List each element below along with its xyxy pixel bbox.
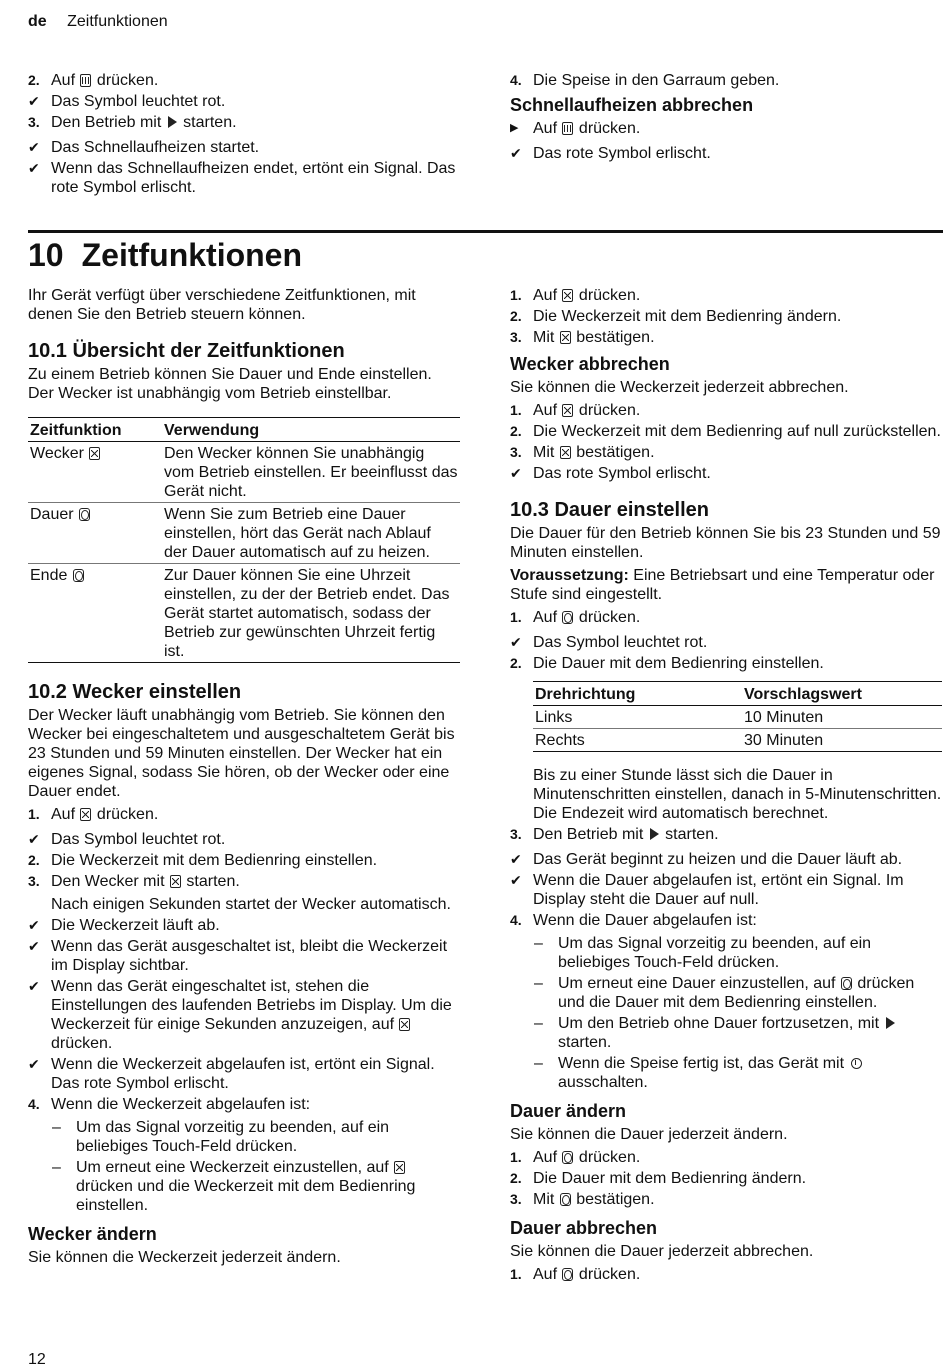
list-item: 4. Wenn die Dauer abgelaufen ist: (510, 912, 757, 929)
duration-icon (841, 977, 852, 990)
note: Nach einigen Sekunden startet der Wecker automatisch. (51, 896, 451, 913)
list-item: ▶ Auf drücken. (510, 120, 641, 137)
chapter-title: 10 Zeitfunktionen (28, 237, 303, 273)
list-item: 3. Mit bestätigen. (510, 329, 655, 346)
list-item: 3. Den Betrieb mit starten. (28, 114, 237, 131)
power-icon (851, 1058, 862, 1069)
duration-icon (560, 1193, 571, 1206)
section-heading-10-1: 10.1 Übersicht der Zeitfunktionen (28, 340, 345, 362)
list-item: ✔ Das Symbol leuchtet rot. (510, 634, 708, 651)
list-item: 1. Auf drücken. (510, 1266, 641, 1283)
prerequisite: Voraussetzung: Eine Betriebsart und eine Temperatur oder Stufe sind eingestellt. (510, 567, 935, 603)
list-item: 2. Die Weckerzeit mit dem Bedienring auf null zurückstellen. (510, 423, 941, 440)
start-icon (168, 116, 177, 128)
chapter-intro: Ihr Gerät verfügt über verschiedene Zeitfunktionen, mit denen Sie den Betrieb steuern können. (28, 287, 416, 323)
list-item: – Um das Signal vorzeitig zu beenden, auf ein beliebiges Touch-Feld drücken. (534, 935, 872, 971)
table-row: Wecker Den Wecker können Sie unabhängig vom Betrieb einstellen. Er beeinflusst das Gerät nicht. (28, 442, 460, 503)
list-item: ✔ Die Weckerzeit läuft ab. (28, 917, 220, 934)
list-item: ✔ Wenn das Gerät ausgeschaltet ist, bleibt die Weckerzeit im Display sichtbar. (28, 938, 448, 974)
list-item: ✔ Das rote Symbol erlischt. (510, 465, 711, 482)
list-item: ✔ Wenn die Dauer abgelaufen ist, ertönt ein Signal. Im Display steht die Dauer auf null. (510, 872, 904, 908)
list-item: 3. Mit bestätigen. (510, 444, 655, 461)
list-item: 3. Den Betrieb mit starten. (510, 826, 719, 843)
list-item: – Wenn die Speise fertig ist, das Gerät mit ausschalten. (510, 1054, 942, 1092)
start-icon (650, 828, 659, 840)
list-item: 1. Auf drücken. (510, 1149, 641, 1166)
hourglass-icon (562, 289, 573, 302)
list-item: – Um das Signal vorzeitig zu beenden, auf ein beliebiges Touch-Feld drücken. (52, 1119, 390, 1155)
list-item: ✔ Das Symbol leuchtet rot. (28, 93, 226, 110)
hourglass-icon (89, 447, 100, 460)
right-column (510, 286, 942, 1286)
fast-heat-icon (562, 122, 573, 135)
page-number: 12 (28, 1351, 46, 1368)
chapter-rule (28, 230, 943, 233)
table-row: Dauer Wenn Sie zum Betrieb eine Dauer einstellen, hört das Gerät nach Ablauf der Dauer automatisch auf zu heizen. (28, 503, 460, 564)
table-wrapper (510, 681, 942, 752)
note: Bis zu einer Stunde lässt sich die Dauer in Minutenschritten einstellen, danach in 5-Minutenschritten. Die Endezeit wird automatisch berechnet. (533, 767, 942, 822)
list-item: – Um erneut eine Weckerzeit einzustellen, auf drücken und die Weckerzeit mit dem Bedienring einstellen. (52, 1159, 416, 1214)
list-item: ✔ Das Gerät beginnt zu heizen und die Dauer läuft ab. (510, 851, 903, 868)
list-item: 1. Auf drücken. (510, 287, 641, 304)
top-left-steps (28, 71, 460, 199)
table-row: Links 10 Minuten (533, 706, 942, 729)
left-column (28, 286, 460, 1271)
list-item: 2. Die Weckerzeit mit dem Bedienring einstellen. (28, 852, 378, 869)
start-icon (886, 1017, 895, 1029)
section-heading-10-2: 10.2 Wecker einstellen (28, 681, 242, 703)
list-item: ✔ Das rote Symbol erlischt. (510, 145, 711, 162)
section-heading-10-3: 10.3 Dauer einstellen (510, 499, 709, 521)
duration-icon (562, 1151, 573, 1164)
list-item: 1. Auf drücken. (510, 609, 641, 626)
list-item: 4. Wenn die Weckerzeit abgelaufen ist: (28, 1096, 311, 1113)
list-item: 2. Die Dauer mit dem Bedienring einstellen. (510, 655, 824, 672)
table-row: Rechts 30 Minuten (533, 729, 942, 752)
paragraph: Sie können die Dauer jederzeit abbrechen. (510, 1243, 814, 1260)
duration-icon (562, 1268, 573, 1281)
hourglass-icon (170, 875, 181, 888)
list-item: 1. Auf drücken. (510, 402, 641, 419)
top-right-steps (510, 71, 942, 165)
hourglass-icon (80, 808, 91, 821)
list-item: ✔ Wenn die Weckerzeit abgelaufen ist, ertönt ein Signal. Das rote Symbol erlischt. (28, 1056, 435, 1092)
list-item: 2. Die Dauer mit dem Bedienring ändern. (510, 1170, 807, 1187)
hourglass-icon (394, 1161, 405, 1174)
rotation-table: Drehrichtung Vorschlagswert Links 10 Minuten Rechts 30 Minuten (533, 681, 942, 752)
duration-icon (562, 611, 573, 624)
list-item: ✔ Das Symbol leuchtet rot. (28, 831, 226, 848)
section-heading: Dauer abbrechen (510, 1218, 658, 1238)
section-heading: Wecker abbrechen (510, 354, 670, 374)
paragraph: Zu einem Betrieb können Sie Dauer und Ende einstellen. Der Wecker ist unabhängig vom Betrieb einstellbar. (28, 366, 432, 402)
hourglass-icon (399, 1018, 410, 1031)
list-item: ✔ Das Schnellaufheizen startet. (28, 139, 260, 156)
list-item: 1. Auf drücken. (28, 806, 159, 823)
time-functions-table: Zeitfunktion Verwendung Wecker Den Wecker können Sie unabhängig vom Betrieb einstellen. Er beeinflusst das Gerät nicht. Dauer Wenn Sie zum Betrieb eine Dauer einstellen, hört das Gerät nach Ablauf der Dauer automatisch auf zu heizen. Ende Zur Dauer können Sie eine Uhrzeit einstellen, zu der der Betrieb endet. Das Gerät startet automatisch, sodass der Betrieb zur gewünschten Uhrzeit fertig ist. (28, 417, 460, 663)
language-code: de (28, 13, 47, 30)
list-item: 2. Auf drücken. (28, 72, 159, 89)
page-header (28, 12, 168, 31)
list-item: 2. Die Weckerzeit mit dem Bedienring ändern. (510, 308, 842, 325)
list-item: ✔ Wenn das Gerät eingeschaltet ist, stehen die Einstellungen des laufenden Betriebs im Display. Um die Weckerzeit für einige Sekunden anzuzeigen, auf drücken. (28, 978, 452, 1052)
paragraph: Der Wecker läuft unabhängig vom Betrieb. Sie können den Wecker bei eingeschaltetem und ausgeschaltetem Gerät bis 23 Stunden und 59 Minuten einstellen. Der Wecker hat ein eigenes Signal, sodass Sie hören, ob der Wecker oder eine Dauer endet. (28, 707, 455, 800)
section-heading: Dauer ändern (510, 1101, 627, 1121)
paragraph: Die Dauer für den Betrieb können Sie bis 23 Stunden und 59 Minuten einstellen. (510, 525, 941, 561)
header-section: Zeitfunktionen (67, 13, 168, 30)
table-row: Ende Zur Dauer können Sie eine Uhrzeit einstellen, zu der der Betrieb endet. Das Gerät startet automatisch, sodass der Betrieb zur gewünschten Uhrzeit fertig ist. (28, 564, 460, 663)
list-item: – Um den Betrieb ohne Dauer fortzusetzen, mit starten. (510, 1014, 942, 1052)
fast-heat-icon (80, 74, 91, 87)
section-heading: Schnellaufheizen abbrechen (510, 95, 754, 115)
duration-icon (79, 508, 90, 521)
paragraph: Sie können die Dauer jederzeit ändern. (510, 1126, 788, 1143)
hourglass-icon (560, 446, 571, 459)
list-item: 3. Mit bestätigen. (510, 1191, 655, 1208)
section-heading: Wecker ändern (28, 1224, 157, 1244)
hourglass-icon (560, 331, 571, 344)
paragraph: Sie können die Weckerzeit jederzeit ändern. (28, 1249, 341, 1266)
list-item: ✔ Wenn das Schnellaufheizen endet, ertönt ein Signal. Das rote Symbol erlischt. (28, 160, 456, 196)
list-item: 4. Die Speise in den Garraum geben. (510, 72, 780, 89)
list-item: – Um erneut eine Dauer einzustellen, auf drücken und die Dauer mit dem Bedienring einstellen. (534, 975, 915, 1011)
paragraph: Sie können die Weckerzeit jederzeit abbrechen. (510, 379, 849, 396)
list-item: 3. Den Wecker mit starten. (28, 873, 240, 890)
hourglass-icon (562, 404, 573, 417)
end-time-icon (73, 569, 84, 582)
